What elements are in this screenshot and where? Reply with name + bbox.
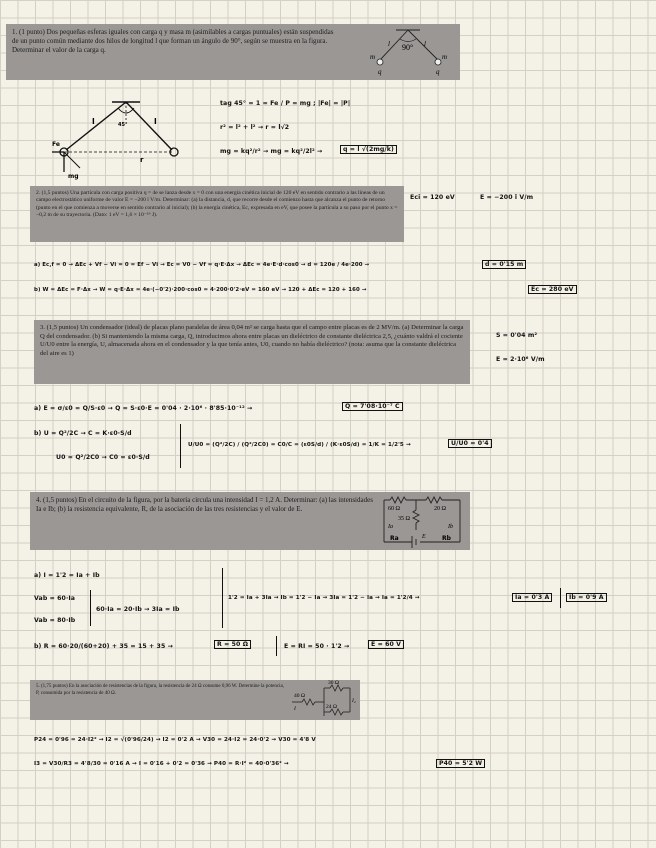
problem-3-box — [34, 320, 470, 384]
p2-line-a: a) Ec,f = 0 → ΔEc + Vf − Vi = 0 = Ef − Vi → Ec = V0 − Vf = q·E·Δx → ΔEc = 4e·E·d·cos0 → d = 120e / 4e·200 → — [34, 262, 370, 268]
p1-sketch-r: r — [140, 156, 144, 164]
p1-sketch — [50, 98, 190, 180]
p4-divider-2 — [222, 568, 223, 628]
p1-sketch-l: l — [92, 117, 95, 126]
p4-divider-4 — [276, 636, 277, 656]
problem-4-circuit — [378, 494, 466, 548]
fig1-angle-label: 90° — [402, 43, 414, 52]
fig4-ib: Ib — [448, 524, 453, 530]
fig4-emf: E — [422, 534, 426, 540]
p1-sketch-mg: mg — [68, 173, 79, 180]
p3-line-a: a) E = σ/ε0 = Q/S·ε0 → Q = S·ε0·E = 0'04 · 2·10⁶ · 8'85·10⁻¹² → — [34, 405, 253, 412]
p1-sketch-angle: 45° — [118, 122, 128, 128]
p3-line-b1: b) U = Q²/2C → C = K·ε0·S/d — [34, 430, 132, 437]
fig5-i: I — [294, 706, 296, 712]
p4-line-a5: 1'2 = Ia + 3Ia → Ib = 1'2 − Ia → 3Ia = 1'2 − Ia → Ia = 1'2/4 → — [228, 595, 420, 601]
fig1-mass-left: m — [370, 53, 376, 61]
p2-answer-b-box: Ec = 280 eV — [528, 285, 577, 294]
p4-line-a3: Vab = 80·Ib — [34, 617, 76, 624]
fig1-thread-right: l — [424, 40, 426, 48]
problem-3-text: 3. (1,5 puntos) Un condensador (ideal) de placas plano paralelas de área 0,04 m² se carga hasta que el campo entre placas es de 2 MV/m. (a) Determinar la carga Q del condensador. (b) Si manteniendo la misma carga, Q, introducimos ahora entre placas un dieléctrico de constante dieléctrica 2,5, ¿cuánto valdrá el cociente U/U0 entre la energía, U, almacenada ahora en el condensador y la que tenía antes, U0, cuando no había dieléctrico? (nota: asuma que la constante dieléctrica del aire es 1) — [40, 324, 464, 357]
p1-sketch-fe: Fe — [52, 141, 60, 148]
p3-given-s: S = 0'04 m² — [496, 332, 538, 339]
problem-2-text: 2. (1,5 puntos) Una partícula con carga positiva q = 4e se lanza desde x = 0 con una energía cinética inicial de 120 eV en sentido contrario a las líneas de un campo electrostático uniforme de valor E = −200 î V/m. Determinar: (a) la distancia, d, que recorre desde el comienzo hasta que alcanza el punto de retorno (punto en el que comienza a moverse en sentido contrario al inicial); (b) la energía cinética, Ec, expresada en eV, que posee la partícula a su paso por el punto x = −0,2 m de su trayectoria. (Dato: 1 eV = 1,6 × 10⁻¹⁹ J). — [36, 190, 398, 218]
p1-line-2: r² = l² + l² → r = l√2 — [220, 124, 290, 131]
fig4-ia: Ia — [388, 524, 393, 530]
p4-answer-ia — [512, 594, 552, 601]
p2-given-eci: Eci = 120 eV — [410, 194, 455, 201]
p5-answer — [436, 760, 485, 767]
p4-answer-ia-box: Ia = 0'3 A — [512, 593, 552, 602]
fig5-r24: 24 Ω — [326, 704, 337, 710]
p4-divider-1 — [90, 590, 91, 626]
p4-answer-ib-box: Ib = 0'9 A — [566, 593, 607, 602]
p2-answer-a-box: d = 0'15 m — [482, 260, 526, 269]
problem-1-text: 1. (1 punto) Dos pequeñas esferas iguales con carga q y masa m (asimilables a cargas puntuales) están suspendidas de un punto común mediante dos hilos de longitud l que forman un ángulo de 90°, según se muestra en la figura. Determinar el valor de la carga q. — [12, 28, 334, 55]
problem-4-text: 4. (1,5 puntos) En el circuito de la figura, por la batería circula una intensidad I = 1,2 A. Determinar: (a) las intensidades Ia e Ib; (b) la resistencia equivalente, R, de la asociación de las tres resistencias y el valor de E. — [36, 496, 373, 514]
fig1-charge-right: q — [436, 68, 440, 76]
p1-answer-box: q = l √(2mg/k) — [340, 145, 397, 154]
p3-answer-b — [448, 440, 492, 447]
p3-answer-a-box: Q = 7'08·10⁻⁷ C — [342, 402, 403, 411]
p4-line-b2: E = RI = 50 · 1'2 → — [284, 643, 350, 650]
p1-sketch-l2: l — [154, 117, 157, 126]
p4-line-a4: 60·Ia = 20·Ib → 3Ia = Ib — [96, 606, 180, 613]
problem-5-circuit — [288, 680, 358, 720]
fig5-i2: I₂ — [352, 698, 356, 704]
fig1-charge-left: q — [378, 68, 382, 76]
p1-line-3: mg = kq²/r² → mg = kq²/2l² → — [220, 148, 323, 155]
fig4-rb: Rb — [442, 535, 451, 542]
p1-line-1: tag 45° = 1 = Fe / P = mg ; |Fe| = |P| — [220, 100, 351, 107]
p5-line-1: P24 = 0'96 = 24·I2² → I2 = √(0'96/24) → I2 = 0'2 A → V30 = 24·I2 = 24·0'2 → V30 = 4'8 V — [34, 737, 316, 743]
p4-answer-r-box: R = 50 Ω — [214, 640, 251, 649]
problem-1-figure — [360, 26, 456, 78]
problem-2-box — [30, 186, 404, 242]
p4-line-a2: Vab = 60·Ia — [34, 595, 76, 602]
p1-answer — [340, 146, 397, 153]
p4-answer-r — [214, 641, 251, 648]
problem-5-text: 5. (1,75 puntos) En la asociación de resistencias de la figura, la resistencia de 24 Ω consume 0,96 W. Determine la potencia, P, consumida por la resistencia de 40 Ω. — [36, 684, 284, 696]
fig4-r3: 35 Ω — [398, 516, 410, 522]
fig4-r2: 20 Ω — [434, 506, 446, 512]
fig1-thread-left: l — [388, 40, 390, 48]
fig5-r30: 30 Ω — [328, 680, 339, 686]
p4-answer-ib — [566, 594, 607, 601]
p3-line-b3: U/U0 = (Q²/2C) / (Q²/2C0) = C0/C = (ε0S/d) / (K·ε0S/d) = 1/K = 1/2'5 → — [188, 442, 411, 448]
p5-line-2: I3 = V30/R3 = 4'8/30 = 0'16 A → I = 0'16 + 0'2 = 0'36 → P40 = R·I² = 40·0'36² → — [34, 761, 289, 767]
p3-divider — [180, 424, 181, 468]
p3-given-e: E = 2·10⁶ V/m — [496, 356, 545, 363]
p3-answer-a — [342, 403, 403, 410]
fig5-r40: 40 Ω — [294, 693, 305, 699]
p4-answer-e-box: E = 60 V — [368, 640, 404, 649]
fig4-r1: 60 Ω — [388, 506, 400, 512]
p4-answer-e — [368, 641, 404, 648]
p3-answer-b-box: U/U0 = 0'4 — [448, 439, 492, 448]
p3-line-b2: U0 = Q²/2C0 → C0 = ε0·S/d — [56, 454, 150, 461]
p4-line-b1: b) R = 60·20/(60+20) + 35 = 15 + 35 → — [34, 643, 173, 650]
fig1-mass-right: m — [442, 53, 448, 61]
p2-given-e: E = −200 î V/m — [480, 194, 534, 201]
p4-divider-3 — [560, 588, 561, 608]
p2-line-b: b) W = ΔEc = F·Δx → W = q·E·Δx = 4e·(−0'2)·200·cos0 = 4·200·0'2·eV = 160 eV → 120 + ΔEc = 120 + 160 → — [34, 287, 367, 293]
p2-answer-a — [482, 261, 526, 268]
p5-answer-box: P40 = 5'2 W — [436, 759, 485, 768]
p2-answer-b — [528, 286, 577, 293]
p4-line-a1: a) I = 1'2 = Ia + Ib — [34, 572, 100, 579]
fig4-ra: Ra — [390, 535, 399, 542]
